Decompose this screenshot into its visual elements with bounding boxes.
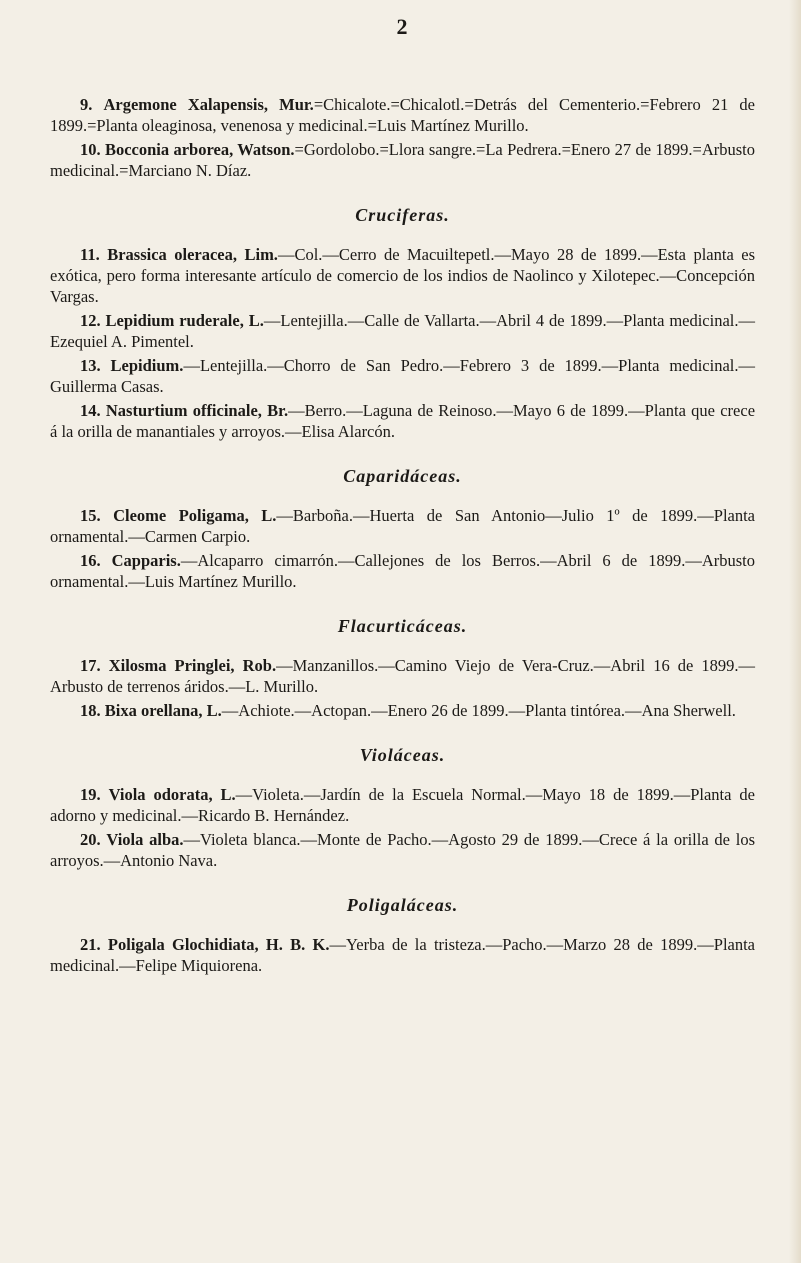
entry-text: —Berro.—Laguna de Reinoso.—Mayo 6 de 1899.—Planta que crece á la orilla de manantiales y arroyos.—Elisa Alarcón. xyxy=(50,401,756,441)
section-heading: Cruciferas. xyxy=(355,205,450,225)
species-name: Brassica oleracea, Lim. xyxy=(107,245,278,264)
section-heading: Poligaláceas. xyxy=(346,895,459,915)
entry-text: —Barboña.—Huerta de San Antonio—Julio 1º de 1899.—Planta ornamental.—Carmen Carpio. xyxy=(50,506,756,546)
entry-number: 19. xyxy=(80,785,101,804)
entry-number: 11. xyxy=(80,245,100,264)
entry-text: —Lentejilla.—Chorro de San Pedro.—Febrero 3 de 1899.—Planta medicinal.—Guillerma Casas. xyxy=(50,356,755,396)
specimen-entry xyxy=(50,310,755,352)
entry-number: 12. xyxy=(80,311,101,330)
document-body xyxy=(50,94,755,979)
entry-number: 21. xyxy=(80,935,101,954)
page-edge-shadow xyxy=(789,0,801,1263)
species-name: Lepidium. xyxy=(110,356,184,375)
species-name: Viola alba. xyxy=(106,830,184,849)
specimen-entry xyxy=(50,94,755,136)
entry-number: 20. xyxy=(80,830,101,849)
species-name: Bixa orellana, L. xyxy=(104,701,222,720)
species-name: Nasturtium officinale, Br. xyxy=(105,401,289,420)
specimen-entry xyxy=(50,655,755,697)
section-heading: Caparidáceas. xyxy=(343,466,462,486)
entry-text: —Violeta.—Jardín de la Escuela Normal.—Mayo 18 de 1899.—Planta de adorno y medicinal.—Ricardo B. Hernández. xyxy=(50,785,755,825)
specimen-entry xyxy=(50,400,755,442)
entry-text: —Alcaparro cimarrón.—Callejones de los Berros.—Abril 6 de 1899.—Arbusto ornamental.—Luis Martínez Murillo. xyxy=(50,551,755,591)
entry-text: —Manzanillos.—Camino Viejo de Vera-Cruz.—Abril 16 de 1899.—Arbusto de terrenos áridos.—L. Murillo. xyxy=(50,656,756,696)
entry-text: =Chicalote.=Chicalotl.=Detrás del Cementerio.=Febrero 21 de 1899.=Planta oleaginosa, venenosa y medicinal.=Luis Martínez Murillo. xyxy=(50,95,755,135)
specimen-entry xyxy=(50,829,755,871)
entry-number: 9. xyxy=(80,95,93,114)
section-heading: Violáceas. xyxy=(359,745,446,765)
entry-text: —Violeta blanca.—Monte de Pacho.—Agosto 29 de 1899.—Crece á la orilla de los arroyos.—Antonio Nava. xyxy=(50,830,756,870)
species-name: Viola odorata, L. xyxy=(108,785,236,804)
specimen-entry xyxy=(50,244,755,307)
entry-number: 17. xyxy=(80,656,101,675)
entry-text: —Lentejilla.—Calle de Vallarta.—Abril 4 de 1899.—Planta medicinal.—Ezequiel A. Pimentel. xyxy=(50,311,756,351)
specimen-entry xyxy=(50,139,755,181)
entry-number: 14. xyxy=(80,401,101,420)
specimen-entry xyxy=(50,355,755,397)
entry-number: 13. xyxy=(80,356,101,375)
species-name: Xilosma Pringlei, Rob. xyxy=(108,656,277,675)
entry-number: 15. xyxy=(80,506,101,525)
species-name: Argemone Xalapensis, Mur. xyxy=(103,95,314,114)
entry-text: =Gordolobo.=Llora sangre.=La Pedrera.=Enero 27 de 1899.=Arbusto medicinal.=Marciano N. Díaz. xyxy=(50,140,755,180)
entry-text: —Yerba de la tristeza.—Pacho.—Marzo 28 de 1899.—Planta medicinal.—Felipe Miquiorena. xyxy=(50,935,756,975)
species-name: Poligala Glochidiata, H. B. K. xyxy=(107,935,330,954)
species-name: Lepidium ruderale, L. xyxy=(105,311,264,330)
species-name: Cleome Poligama, L. xyxy=(113,506,277,525)
species-name: Capparis. xyxy=(111,551,181,570)
entry-number: 10. xyxy=(80,140,101,159)
entry-number: 16. xyxy=(80,551,101,570)
specimen-entry xyxy=(50,505,755,547)
entry-number: 18. xyxy=(80,701,101,720)
entry-text: —Col.—Cerro de Macuiltepetl.—Mayo 28 de 1899.—Esta planta es exótica, pero forma interesante artículo de comercio de los indios de Naolinco y Xilotepec.—Concepción Vargas. xyxy=(50,245,756,306)
species-name: Bocconia arborea, Watson. xyxy=(104,140,295,159)
section-heading: Flacurticáceas. xyxy=(337,616,468,636)
specimen-entry xyxy=(50,784,755,826)
specimen-entry xyxy=(50,700,755,721)
specimen-entry xyxy=(50,934,755,976)
page-number: 2 xyxy=(396,14,409,39)
specimen-entry xyxy=(50,550,755,592)
entry-text: —Achiote.—Actopan.—Enero 26 de 1899.—Planta tintórea.—Ana Sherwell. xyxy=(221,701,736,720)
